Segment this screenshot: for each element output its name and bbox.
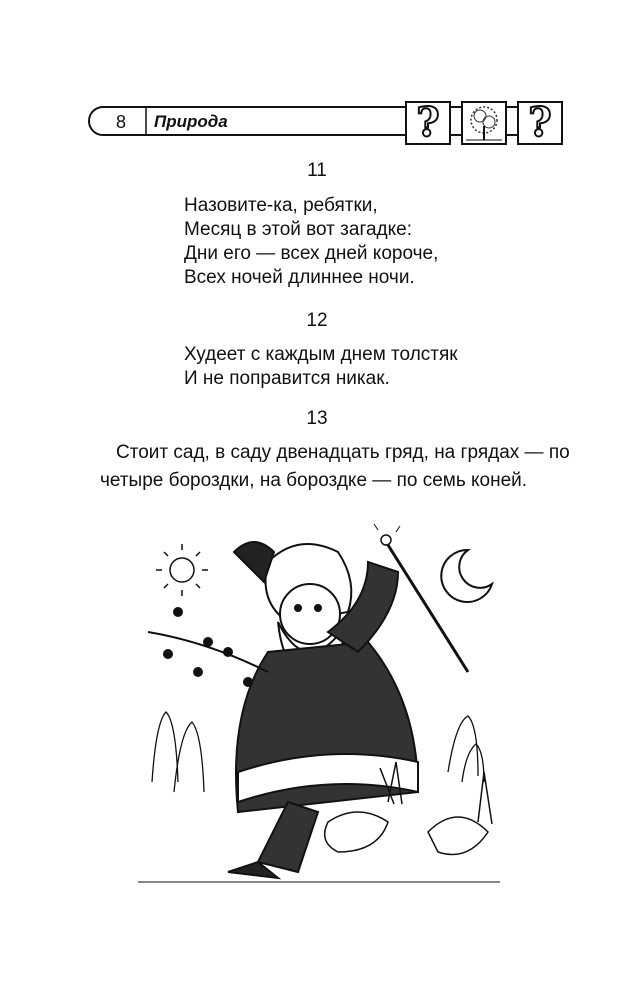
santa-figure	[228, 542, 418, 878]
branch-with-berries	[148, 608, 268, 686]
question-icon	[406, 100, 450, 146]
moon-icon	[441, 550, 492, 602]
question-icon	[518, 100, 562, 146]
tree-icon	[462, 102, 506, 144]
riddle-11-text	[184, 194, 438, 290]
page-header	[88, 100, 566, 144]
santa-illustration	[138, 522, 500, 902]
riddle-number-13: 13	[306, 408, 328, 429]
riddle-line: Худеет с каждым днем толстяк	[184, 344, 458, 365]
sun-icon	[156, 544, 208, 596]
section-title: Природа	[154, 112, 228, 131]
riddle-line: Назовите-ка, ребятки,	[184, 195, 378, 216]
riddle-13-text	[100, 439, 570, 495]
svg-text:?: ?	[416, 100, 440, 146]
riddle-line: Дни его — всех дней короче,	[184, 243, 439, 264]
riddle-line: И не поправится никак.	[184, 368, 390, 389]
riddle-line: Всех ночей длиннее ночи.	[184, 267, 415, 288]
page-number: 8	[115, 112, 126, 132]
riddle-number-11: 11	[307, 160, 327, 181]
header-icons	[404, 100, 564, 146]
svg-text:?: ?	[528, 100, 552, 146]
riddle-number-12: 12	[306, 310, 328, 331]
riddle-line: четыре бороздки, на бороздке — по семь коней.	[100, 470, 528, 491]
riddle-line: Месяц в этой вот загадке:	[184, 219, 412, 240]
riddle-12-text	[184, 343, 458, 391]
riddle-line: Стоит сад, в саду двенадцать гряд, на грядах — по	[116, 442, 570, 463]
